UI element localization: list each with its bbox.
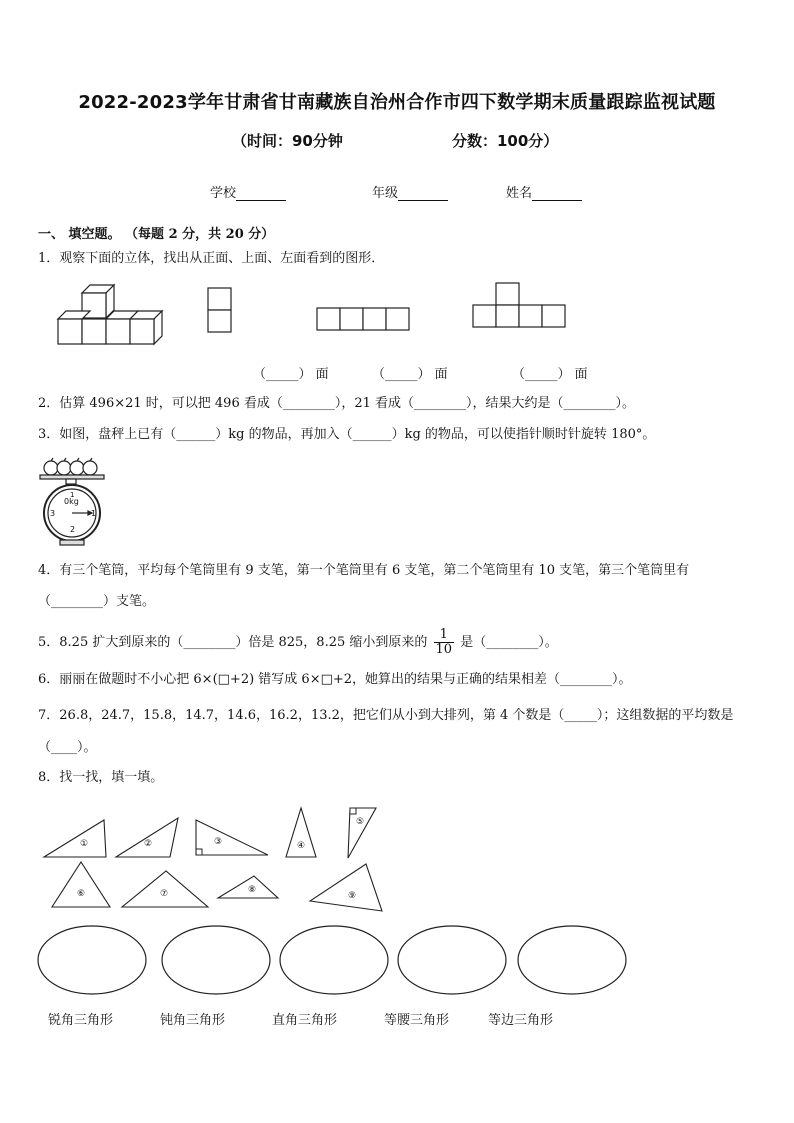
view-shape-b [315, 306, 411, 334]
oval-acute[interactable] [38, 926, 146, 994]
fraction [434, 628, 455, 657]
page-title: 2022-2023学年甘肃省甘南藏族自治州合作市四下数学期末质量跟踪监视试题 [78, 92, 716, 113]
question-8-text: 8．找一找，填一填。 [38, 770, 164, 785]
oval-equilateral[interactable] [518, 926, 626, 994]
scale-bottom-label: 2 [70, 525, 76, 534]
name-label: 姓名 [506, 186, 533, 201]
name-field [506, 182, 582, 201]
question-3-text: 3．如图，盘秤上已有（______）kg 的物品，再加入（______）kg 的物品，可以使指针顺时针旋转 180°。 [38, 427, 656, 442]
answer-blank-view-3[interactable]: （_____） 面 [512, 367, 588, 382]
question-5-part1: 5．8.25 扩大到原来的（________）倍是 825，8.25 缩小到原来的 [38, 635, 428, 650]
oval-obtuse[interactable] [162, 926, 270, 994]
scale-figure [36, 456, 108, 548]
triangle-label-1: ① [79, 839, 89, 849]
triangle-label-3: ③ [213, 837, 223, 847]
triangle-label-2: ② [143, 839, 153, 849]
label-right-triangle: 直角三角形 [272, 1013, 338, 1028]
exam-time: （时间：90分钟 [232, 132, 343, 150]
triangle-9 [310, 864, 382, 911]
name-input-line[interactable] [532, 188, 582, 201]
question-5-text [38, 628, 558, 657]
school-field [210, 182, 286, 201]
triangle-1 [44, 820, 106, 857]
scale-right-label: 1 [91, 509, 97, 518]
label-obtuse-triangle: 钝角三角形 [160, 1013, 226, 1028]
answer-blank-view-2[interactable]: （_____） 面 [372, 367, 448, 382]
triangles-figure [38, 800, 388, 912]
label-equilateral-triangle: 等边三角形 [488, 1013, 554, 1028]
triangle-label-8: ⑧ [247, 885, 257, 895]
question-4-line1: 4．有三个笔筒，平均每个笔筒里有 9 支笔，第一个笔筒里有 6 支笔，第二个笔筒里有 10 支笔，第三个笔筒里有 [38, 563, 690, 578]
section-heading: 一、 填空题。 （每题 2 分，共 20 分） [38, 227, 275, 242]
cube-solid-figure [56, 283, 172, 347]
fraction-numerator: 1 [434, 628, 455, 643]
question-5-part2: 是（________）。 [460, 635, 558, 650]
question-2-text: 2．估算 496×21 时，可以把 496 看成（________），21 看成（________），结果大约是（________）。 [38, 396, 636, 411]
label-acute-triangle: 锐角三角形 [48, 1013, 114, 1028]
question-7-line2: （____）。 [38, 740, 97, 755]
triangle-label-6: ⑥ [76, 889, 86, 899]
triangle-label-5: ⑤ [355, 817, 365, 827]
school-label: 学校 [210, 186, 237, 201]
question-6-text: 6．丽丽在做题时不小心把 6×(□+2) 错写成 6×□+2，她算出的结果与正确的结果相差（________）。 [38, 672, 632, 687]
triangle-2 [116, 818, 178, 857]
triangle-3 [196, 820, 268, 855]
question-4-line2: （________）支笔。 [38, 594, 156, 609]
grade-field [372, 182, 448, 201]
label-isosceles-triangle: 等腰三角形 [384, 1013, 450, 1028]
scale-left-label: 3 [50, 509, 56, 518]
view-shape-c [471, 281, 569, 331]
oval-isosceles[interactable] [398, 926, 506, 994]
school-input-line[interactable] [236, 188, 286, 201]
triangle-label-9: ⑨ [347, 891, 357, 901]
exam-score: 分数：100分） [452, 132, 559, 150]
question-1-text: 1．观察下面的立体，找出从正面、上面、左面看到的图形． [38, 251, 385, 266]
question-7-line1: 7．26.8，24.7，15.8，14.7，14.6，16.2，13.2，把它们从小到大排列，第 4 个数是（_____）；这组数据的平均数是 [38, 708, 734, 723]
triangle-label-7: ⑦ [159, 889, 169, 899]
answer-blank-view-1[interactable]: （_____） 面 [253, 367, 329, 382]
grade-input-line[interactable] [398, 188, 448, 201]
triangle-5 [348, 808, 376, 858]
triangle-label-4: ④ [296, 841, 306, 851]
grade-label: 年级 [372, 186, 399, 201]
scale-zero-label: 0kg [64, 497, 79, 506]
view-shape-a [206, 286, 234, 334]
fraction-denominator: 10 [435, 642, 453, 657]
category-ovals [36, 924, 630, 998]
oval-right[interactable] [280, 926, 388, 994]
triangle-6 [52, 862, 110, 907]
scale-top-label: 1 [70, 491, 75, 499]
